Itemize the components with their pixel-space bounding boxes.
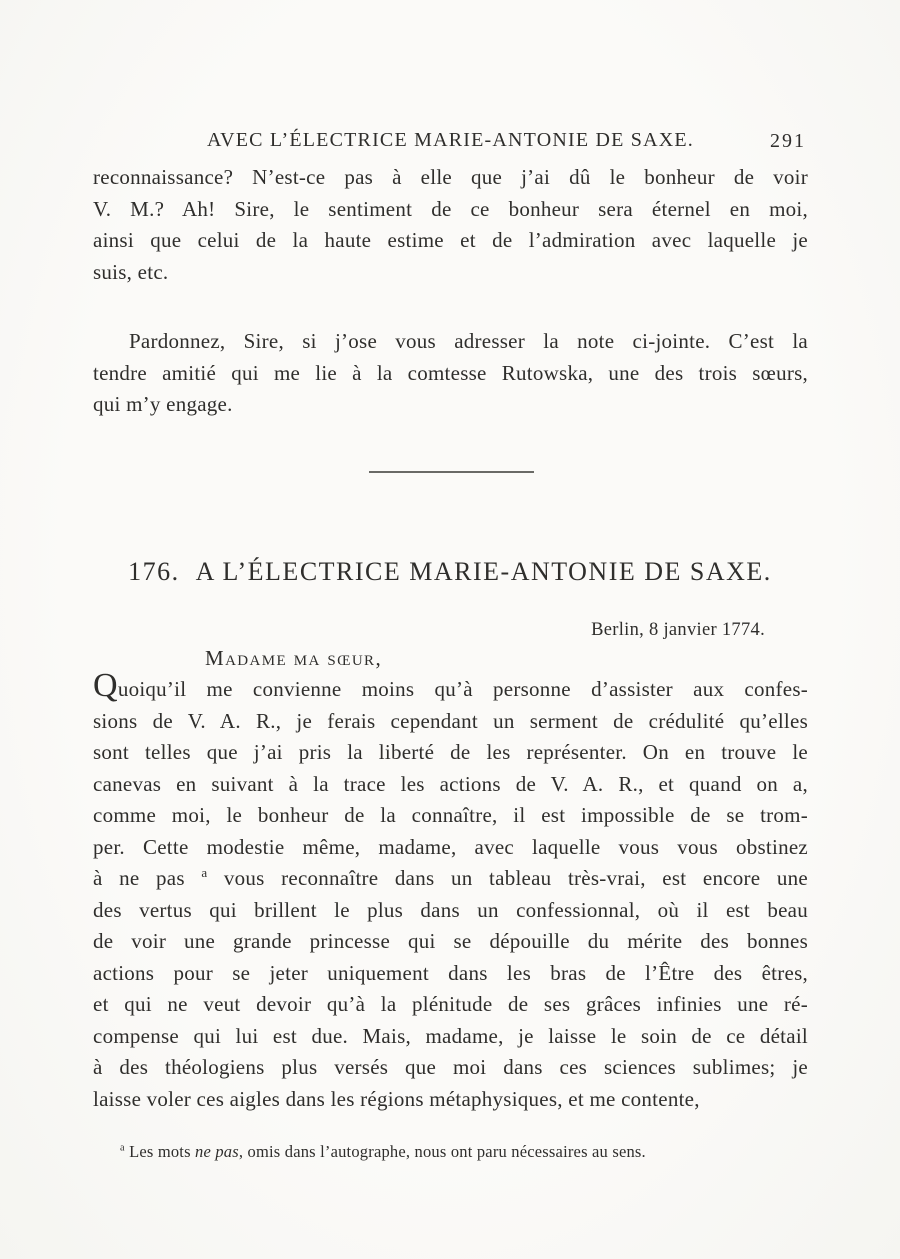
text-line: V. M.? Ah! Sire, le sentiment de ce bonheur sera éternel en moi, (93, 196, 808, 221)
text-line: laisse voler ces aigles dans les régions métaphysiques, et me contente, (93, 1086, 700, 1111)
letter-body-paragraph (93, 667, 808, 1115)
footnote (93, 1141, 808, 1163)
running-header-title: AVEC L’ÉLECTRICE MARIE-ANTONIE DE SAXE. (207, 129, 694, 151)
text-line (93, 863, 808, 895)
drop-initial: Q (93, 667, 118, 704)
dateline: Berlin, 8 janvier 1774. (591, 620, 765, 640)
section-divider (369, 471, 534, 473)
text-segment: ne pas (195, 1142, 239, 1161)
text-line: ainsi que celui de la haute estime et de l’admiration avec laquelle je (93, 228, 808, 252)
prev-letter-paragraph-2 (93, 326, 808, 421)
text-line (93, 667, 808, 706)
footnote-marker: a (201, 865, 208, 880)
text-line: suis, etc. (93, 259, 169, 284)
footnote-marker: a (120, 1142, 125, 1154)
letter-number: 176. (128, 557, 180, 586)
text-segment: uoiqu’il me convienne moins qu’à personne d’assister aux confes- (117, 677, 808, 701)
text-line: per. Cette modestie même, madame, avec laquelle vous vous obstinez (93, 834, 808, 859)
text-segment: vous reconnaître dans un tableau très-vrai, est encore une (207, 866, 808, 890)
letter-title: A L’ÉLECTRICE MARIE-ANTONIE DE SAXE. (195, 557, 772, 586)
text-line (93, 1141, 808, 1163)
text-segment: à ne pas (93, 866, 202, 890)
salutation: Madame ma sœur, (205, 646, 383, 670)
text-line: actions pour se jeter uniquement dans les bras de l’Être des êtres, (93, 960, 808, 985)
text-line: des vertus qui brillent le plus dans un confessionnal, où il est beau (93, 897, 808, 922)
text-line: à des théologiens plus versés que moi dans ces sciences sublimes; je (93, 1055, 808, 1079)
text-segment: Les mots (124, 1142, 196, 1161)
text-line: compense qui lui est due. Mais, madame, je laisse le soin de ce détail (93, 1023, 808, 1048)
text-line: tendre amitié qui me lie à la comtesse Rutowska, une des trois sœurs, (93, 360, 808, 385)
text-line: comme moi, le bonheur de la connaître, il est impossible de se trom- (93, 803, 808, 827)
text-line: sont telles que j’ai pris la liberté de les représenter. On en trouve le (93, 740, 808, 764)
text-line: reconnaissance? N’est-ce pas à elle que j’ai dû le bonheur de voir (93, 165, 808, 189)
text-line: Pardonnez, Sire, si j’ose vous adresser la note ci-jointe. C’est la (129, 329, 808, 353)
text-segment: , omis dans l’autographe, nous ont paru nécessaires au sens. (238, 1142, 646, 1161)
prev-letter-paragraph-1 (93, 162, 808, 288)
page-number: 291 (770, 130, 806, 152)
text-line: et qui ne veut devoir qu’à la plénitude de ses grâces infinies une ré- (93, 992, 808, 1016)
text-line: qui m’y engage. (93, 392, 233, 416)
text-line: canevas en suivant à la trace les actions de V. A. R., et quand on a, (93, 771, 808, 796)
text-line: sions de V. A. R., je ferais cependant un serment de crédulité qu’elles (93, 708, 808, 733)
running-header (93, 129, 808, 157)
text-line: de voir une grande princesse qui se dépouille du mérite des bonnes (93, 929, 808, 953)
letter-heading (50, 557, 850, 587)
